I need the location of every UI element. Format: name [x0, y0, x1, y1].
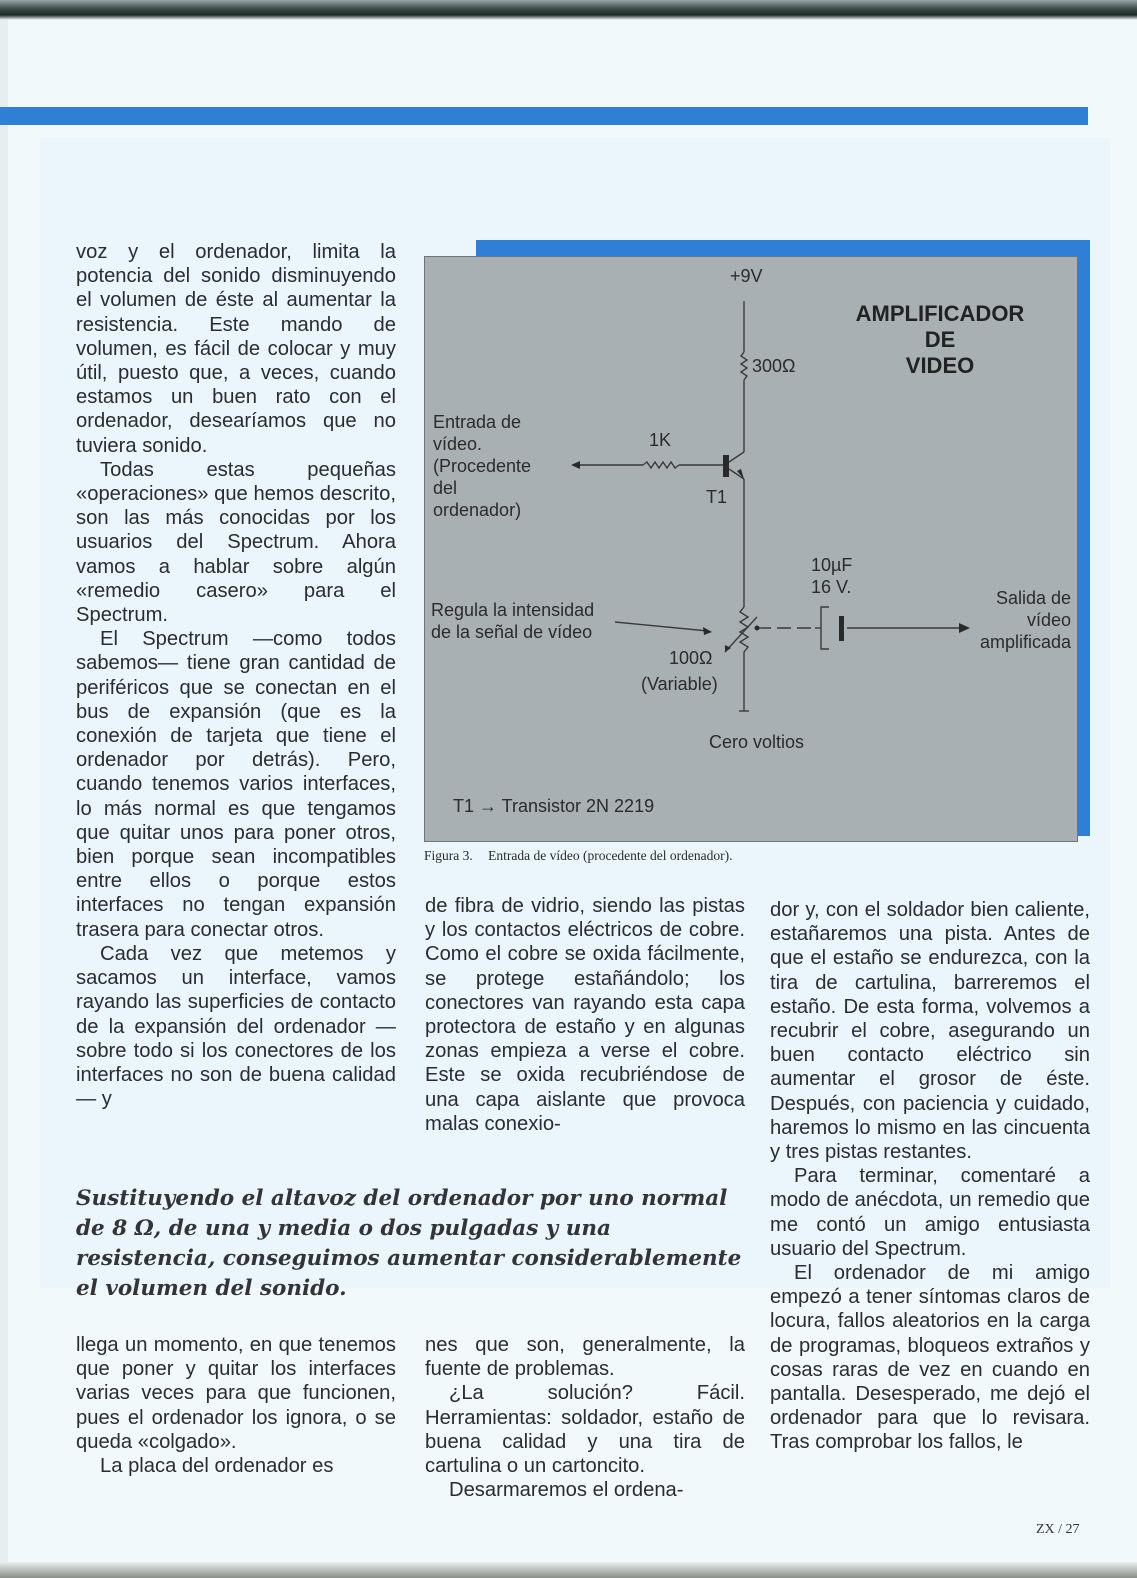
paragraph: La placa del ordenador es [100, 1455, 334, 1478]
page-top-edge [0, 0, 1137, 20]
input-label-line: (Procedente [433, 456, 532, 476]
column-left-bottom [76, 1333, 396, 1478]
paragraph: El Spectrum —como todos sabemos— tiene gran cantidad de periféricos que se conectan en el bus de expansión (que es la conexión de tarjeta que tiene el ordenador por detrás). Pero, cuando tenemos varios interfaces, lo más normal es que tengamos que quitar unos para poner otros, bien porque sean incompatibles entre ellos o porque estos interfaces no tengan expansión trasera para conectar otros. [76, 628, 396, 941]
potentiometer-note [431, 599, 594, 643]
input-label-line: ordenador) [433, 500, 522, 520]
caption-number: Figura 3. [424, 848, 473, 863]
column-middle-bottom [425, 1333, 745, 1502]
supply-voltage-label: +9V [730, 266, 763, 286]
page-number: ZX / 27 [1036, 1522, 1080, 1537]
figure-caption [424, 848, 1084, 864]
capacitor-voltage: 16 V. [811, 577, 852, 597]
paragraph: llega un momento, en que tenemos que poner y quitar los interfaces varias veces para que funcionen, pues el ordenador los ignora, o se queda «colgado». [76, 1334, 396, 1453]
paragraph: de fibra de vidrio, siendo las pistas y los contactos eléctricos de cobre. Como el cobre se oxida fácilmente, se protege estañándolo; los conectores van rayando esta capa protectora de estaño y en algunas zonas empieza a verse el cobre. Este se oxida recubriéndose de una capa aislante que provoca malas conexio- [425, 895, 745, 1135]
base-resistor-label: 1K [649, 430, 672, 450]
header-blue-rule [0, 107, 1088, 125]
paragraph: Todas estas pequeñas «operaciones» que hemos descrito, son las más conocidas por los usuarios del Spectrum. Ahora vamos a hablar sobre algún «remedio casero» para el Spectrum. [76, 458, 396, 627]
input-label-line: del [433, 478, 458, 498]
paragraph: dor y, con el soldador bien caliente, estañaremos una pista. Antes de que el estaño se endurezca, con la tira de cartulina, barreremos el estaño. De esta forma, volvemos a recubrir el cobre, asegurando un buen contacto eléctrico sin aumentar el grosor de éste. Después, con paciencia y cuidado, haremos lo mismo en las cincuenta y tres pistas restantes. [770, 899, 1090, 1164]
figure-title-line: AMPLIFICADOR [855, 301, 1025, 326]
figure-title-line: DE [924, 327, 956, 352]
paragraph: ¿La solución? Fácil. Herramientas: soldador, estaño de buena calidad y una tira de cartulina o un cartoncito. [425, 1382, 745, 1478]
output-label-line: Salida de [995, 588, 1071, 608]
input-label-line: Entrada de [433, 412, 522, 432]
figure-title-line: VIDEO [905, 353, 975, 378]
capacitor-label [811, 554, 852, 598]
capacitor-value: 10µF [811, 555, 853, 575]
circuit-diagram [424, 256, 1078, 842]
transistor-legend: T1 → Transistor 2N 2219 [453, 796, 655, 816]
input-arrow-icon [571, 461, 580, 469]
input-label-line: vídeo. [433, 434, 483, 454]
pot-note-line: de la señal de vídeo [431, 622, 593, 642]
paragraph: Para terminar, comentaré a modo de anécdota, un remedio que me contó un amigo entusiasta usuario del Spectrum. [770, 1165, 1090, 1260]
ground-label: Cero voltios [709, 732, 805, 752]
column-right [770, 898, 1090, 1455]
potentiometer-type: (Variable) [641, 674, 718, 694]
input-label [433, 411, 531, 521]
column-middle-top [425, 894, 745, 1136]
transistor-label: T1 [706, 487, 728, 507]
output-label-line: vídeo [1026, 610, 1071, 630]
paragraph: nes que son, generalmente, la fuente de problemas. [425, 1334, 745, 1381]
collector-resistor-label: 300Ω [752, 356, 796, 376]
pot-note-line: Regula la intensidad [431, 600, 595, 620]
output-label [945, 587, 1071, 653]
paragraph: Cada vez que metemos y sacamos un interface, vamos rayando las superficies de contacto de la expansión del ordenador —sobre todo si los conectores de los interfaces no son de buena calidad— y [76, 942, 396, 1111]
transistor-base-icon [723, 455, 729, 477]
paragraph: voz y el ordenador, limita la potencia del sonido disminuyendo el volumen de éste al aumentar la resistencia. Este mando de volumen, es fácil de colocar y muy útil, puesto que, a veces, cuando estamos un buen rato con el ordenador, desearíamos que no tuviera sonido. [76, 241, 396, 457]
paragraph: Desarmaremos el ordena- [449, 1479, 684, 1502]
page-bottom-edge [0, 1562, 1137, 1578]
caption-text: Entrada de vídeo (procedente del ordenador). [488, 848, 733, 863]
pointer-arrow-icon [703, 627, 712, 635]
pull-quote: Sustituyendo el altavoz del ordenador por uno normal de 8 Ω, de una y media o dos pulgadas y una resistencia, conseguimos aumentar considerablemente el volumen del sonido. [76, 1186, 742, 1301]
figure-title [835, 301, 1045, 379]
paragraph: El ordenador de mi amigo empezó a tener síntomas claros de locura, fallos aleatorios en la carga de programas, bloqueos extraños y cosas raras de vez en cuando en pantalla. Desesperado, me dejó el ordenador para que lo revisara. Tras comprobar los fallos, le [770, 1262, 1090, 1454]
page-left-margin [0, 20, 8, 1578]
column-left-top [76, 240, 396, 1111]
output-label-line: amplificada [979, 632, 1071, 652]
potentiometer-value: 100Ω [669, 648, 713, 668]
capacitor-plate-icon [839, 616, 844, 641]
